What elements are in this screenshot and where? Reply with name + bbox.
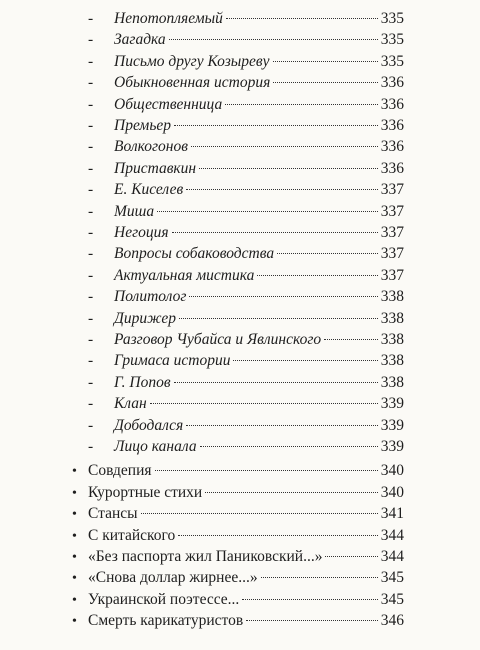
entry-title: «Снова доллар жирнее...» [88,569,258,587]
toc-subentry [88,137,404,157]
dot-leader [233,359,377,361]
bullet-marker: • [72,528,77,544]
dash-marker: - [88,224,94,241]
dash-marker: - [88,202,94,220]
dash-marker: - [88,373,94,391]
dash-marker: - [88,31,94,49]
dot-leader [273,81,377,83]
page-number: 338 [380,331,404,348]
page-number: 337 [380,181,404,199]
page-number: 335 [380,31,404,49]
dash-marker: - [88,52,94,70]
page-number: 338 [380,309,404,327]
toc-subentry [88,266,404,286]
dot-leader [226,17,378,19]
page-number: 337 [380,266,404,284]
dot-leader [150,402,378,404]
dash-marker: - [88,288,94,306]
toc-subentry [88,30,404,50]
page-number: 339 [380,416,404,434]
page-number: 338 [380,373,404,391]
bullet-marker: • [72,507,77,523]
page-number: 337 [380,245,404,263]
bullet-marker: • [72,614,77,630]
toc-subentry [88,9,404,29]
toc-subentry [88,330,404,350]
toc-subentry [88,180,404,200]
dot-leader [186,188,378,190]
dot-leader [179,317,378,319]
dash-marker: - [88,245,94,263]
entry-title: Непотопляемый [114,10,223,27]
entry-title: Политолог [114,288,187,306]
page-number: 335 [380,10,404,27]
dash-marker: - [88,95,94,113]
entry-title: Лицо канала [114,438,197,455]
page-number: 336 [380,138,404,156]
toc-entry [72,483,404,503]
toc-subentry [88,309,404,329]
dot-leader [205,491,378,493]
page-number: 336 [380,95,404,113]
dot-leader [246,619,378,621]
dot-leader [169,38,378,40]
page-number: 337 [380,202,404,220]
page-number: 346 [380,612,404,630]
dash-marker: - [88,74,94,92]
bullet-marker: • [72,550,77,565]
page-number: 338 [380,288,404,306]
page-number: 340 [380,462,404,480]
dash-marker: - [88,266,94,284]
entry-title: Совдепия [88,462,152,480]
entry-title: Г. Попов [114,373,171,391]
dash-marker: - [88,181,94,199]
bullet-marker: • [72,571,77,587]
dot-leader [273,60,378,62]
entry-title: Волкогонов [114,138,188,156]
entry-title: Клан [114,395,147,413]
page-number: 340 [380,483,404,501]
toc-subentry [88,202,404,222]
entry-title: Смерть карикатуристов [88,612,244,630]
toc-entry [72,568,404,588]
toc-subentry [88,159,404,179]
dot-leader [174,381,378,383]
dot-leader [189,295,377,297]
dot-leader [324,338,378,340]
dot-leader [325,555,377,557]
dot-leader [257,274,377,276]
dash-marker: - [88,438,94,455]
entry-title: Разговор Чубайса и Явлинского [114,331,322,348]
dot-leader [191,145,378,147]
entry-title: Письмо другу Козыреву [114,52,270,70]
entry-title: Приставкин [114,159,197,177]
toc-subentry [88,416,404,436]
dot-leader [261,576,378,578]
entry-title: Дободался [114,416,184,434]
dash-marker: - [88,416,94,434]
toc-entry [72,526,404,546]
dot-leader [242,598,377,600]
toc-subentry [88,287,404,307]
page-number: 345 [380,569,404,587]
page-number: 336 [380,74,404,92]
page-number: 345 [380,590,404,608]
toc-entry [72,611,404,631]
toc-subentry [88,437,404,457]
toc-subentry [88,52,404,72]
toc-subentry [88,95,404,115]
entry-title: С китайского [88,526,176,544]
entry-title: Курортные стихи [88,483,203,501]
entry-title: Е. Киселев [114,181,184,199]
toc-subentry [88,351,404,371]
entry-title: Премьер [114,117,172,134]
toc-subentry [88,373,404,393]
dot-leader [178,534,377,536]
page-number: 344 [380,526,404,544]
entry-title: Украинской поэтессе... [88,590,240,608]
page-number: 344 [380,548,404,565]
dash-marker: - [88,309,94,327]
bullet-marker: • [72,485,77,501]
bullet-marker: • [72,592,77,608]
toc-subentry [88,73,404,93]
entry-title: Актуальная мистика [114,266,255,284]
page-number: 336 [380,159,404,177]
toc-subentry [88,116,404,136]
entry-title: «Без паспорта жил Паниковский...» [88,548,323,565]
entry-title: Стансы [88,505,138,523]
entry-title: Негоция [114,224,169,241]
dot-leader [225,103,377,105]
page-number: 338 [380,352,404,370]
entry-title: Гримаса истории [114,352,231,370]
entry-title: Вопросы собаководства [114,245,275,263]
entry-title: Дирижер [114,309,176,327]
dot-leader [157,210,378,212]
dash-marker: - [88,117,94,134]
bullet-marker: • [72,464,77,480]
dot-leader [199,167,378,169]
toc-entry [72,547,404,567]
entry-title: Миша [114,202,155,220]
toc-subentry [88,394,404,414]
dash-marker: - [88,395,94,413]
dot-leader [172,231,378,233]
dot-leader [186,424,378,426]
page-number: 339 [380,438,404,455]
page-number: 335 [380,52,404,70]
toc-subentry [88,223,404,243]
dash-marker: - [88,10,94,27]
dot-leader [155,469,378,471]
dash-marker: - [88,138,94,156]
toc-entry [72,504,404,524]
toc-subentry [88,244,404,264]
dash-marker: - [88,159,94,177]
dot-leader [277,252,378,254]
page-number: 336 [380,117,404,134]
dash-marker: - [88,331,94,348]
dot-leader [174,124,378,126]
page-number: 339 [380,395,404,413]
dot-leader [200,445,378,447]
page-number: 337 [380,224,404,241]
entry-title: Загадка [114,31,166,49]
toc-entry [72,590,404,610]
dash-marker: - [88,352,94,370]
entry-title: Обыкновенная история [114,74,271,92]
page-number: 341 [380,505,404,523]
entry-title: Общественница [114,95,223,113]
dot-leader [141,512,378,514]
toc-entry [72,461,404,481]
